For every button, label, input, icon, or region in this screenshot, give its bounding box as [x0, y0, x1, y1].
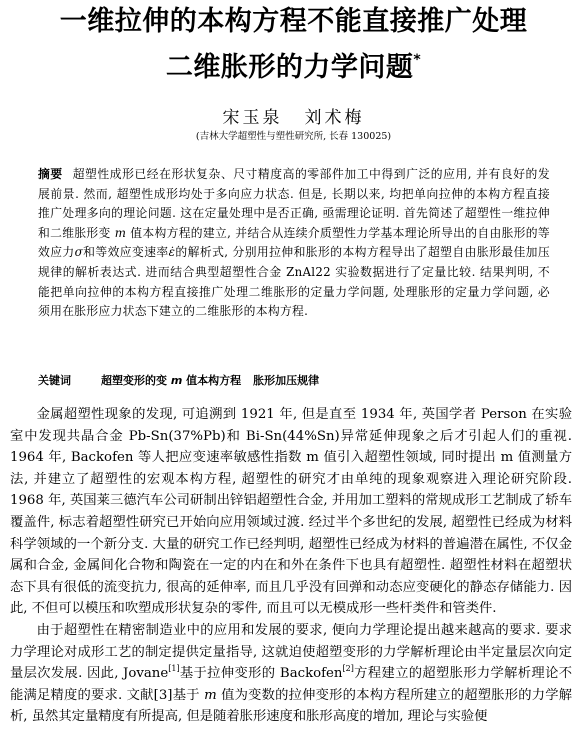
- abstract-text-3: 和等效应变速率: [83, 245, 169, 260]
- body-p2-text-c: 方程建立的超塑胀形力学解析理论不能满足精度的要求. 文献[3]基于: [10, 666, 572, 703]
- author-1: 宋玉泉: [222, 108, 283, 128]
- author-2: 刘术梅: [304, 108, 365, 128]
- citation-ref-2: [2]: [342, 664, 354, 674]
- keyword-1a: 超塑变形的变: [101, 374, 171, 387]
- keyword-m-symbol: m: [170, 374, 183, 387]
- body-text: [10, 404, 572, 728]
- keyword-1b: 值本构方程: [182, 374, 242, 387]
- keyword-2: 胀形加压规律: [253, 374, 320, 387]
- body-paragraph-2: [10, 620, 572, 728]
- body-paragraph-1: 金属超塑性现象的发现, 可追溯到 1921 年, 但是直至 1934 年, 英国学者 Person 在实验室中发现共晶合金 Pb-Sn(37%Pb)和 Bi-Sn(44%Sn)异常延伸现象之后才引起人们的重视. 1964 年, Backofen 等人把应变速率敏感性指数 m 值引入超塑性领域, 同时提出 m 值测量方法, 并建立了超塑性的宏观本构方程, 超塑性的研究才由单纯的现象观察进入理论研究阶段. 1968 年, 英国莱三德汽车公司研制出锌铝超塑性合金, 并用加工塑料的常规成形工艺制成了轿车覆盖件, 标志着超塑性研究已开始向应用领域过渡. 经过半个多世纪的发展, 超塑性已经成为材料科学领域的一个新分支. 大量的研究工作已经判明, 超塑性已经成为材料的普遍潜在属性, 不仅金属和合金, 金属间化合物和陶瓷在一定的内在和外在条件下也具有超塑性. 超塑性材料在超塑状态下具有很低的流变抗力, 很高的延伸率, 而且几乎没有回弹和动态应变硬化的静态存储能力. 因此, 不但可以模压和吹塑成形状复杂的零件, 而且可以无模成形一些杆类件和管类件.: [10, 407, 572, 617]
- abstract-text-4: 的解析式, 分别用拉伸和胀形的本构方程导出了超塑自由胀形最佳加压规律的解析表达式. 进而结合典型超塑性合金 ZnAl22 实验数据进行了定量比较. 结果判明, 不能把单向拉伸的本构方程直接推广处理二维胀形的定量力学问题, 处理胀形的定量力学问题, 必须用在胀形应力状态下建立的二维胀形的本构方程.: [38, 245, 550, 319]
- citation-ref-1: [1]: [168, 664, 180, 674]
- abstract-text-2: 值本构方程的建立, 并结合从连续介质塑性力学基本理论所导出的自由胀形的等效应力: [38, 225, 550, 260]
- body-p2-text-a: 由于超塑性在精密制造业中的应用和发展的要求, 便向力学理论提出越来越高的要求. 要求力学理论对成形工艺的制定提供定量指导, 这就迫使超塑变形的力学解析理论由半定量层次向定量层次发展. 因此, Jovane: [10, 622, 572, 682]
- paper-title-line2-text: 二维胀形的力学问题: [165, 52, 414, 83]
- abstract-epsdot-symbol: ε̇: [168, 245, 176, 260]
- abstract-label: 摘要: [38, 167, 63, 181]
- paper-title-line1: 一维拉伸的本构方程不能直接推广处理: [59, 6, 528, 37]
- paper-title-line2: [0, 44, 587, 84]
- abstract-m-symbol: m: [114, 225, 127, 240]
- abstract-text-1: 超塑性成形已经在形状复杂、尺寸精度高的零部件加工中得到广泛的应用, 并有良好的发展前景. 然而, 超塑性成形均处于多向应力状态. 但是, 长期以来, 均把单向拉伸的本构方程直接推广处理多向的理论问题. 这在定量处理中是否正确, 亟需理论证明. 首先简述了超塑性一维拉伸和二维胀形变: [38, 167, 550, 240]
- body-m-symbol: m: [204, 687, 217, 703]
- keywords: [38, 372, 558, 388]
- abstract: [38, 165, 550, 322]
- abstract-sigma-symbol: σ: [74, 245, 84, 260]
- body-p2-text-d: 值为变数的拉伸变形的本构方程所建立的超塑胀形的力学解析, 虽然其定量精度有所提高, 但是随着胀形速度和胀形高度的增加, 理论与实验便: [10, 687, 572, 725]
- keywords-label: 关键词: [38, 374, 71, 387]
- body-p2-text-b: 基于拉伸变形的 Backofen: [179, 666, 343, 682]
- authors: [0, 103, 587, 128]
- title-footnote-mark: *: [413, 52, 422, 68]
- affiliation: (吉林大学超塑性与塑性研究所, 长春 130025): [195, 131, 392, 142]
